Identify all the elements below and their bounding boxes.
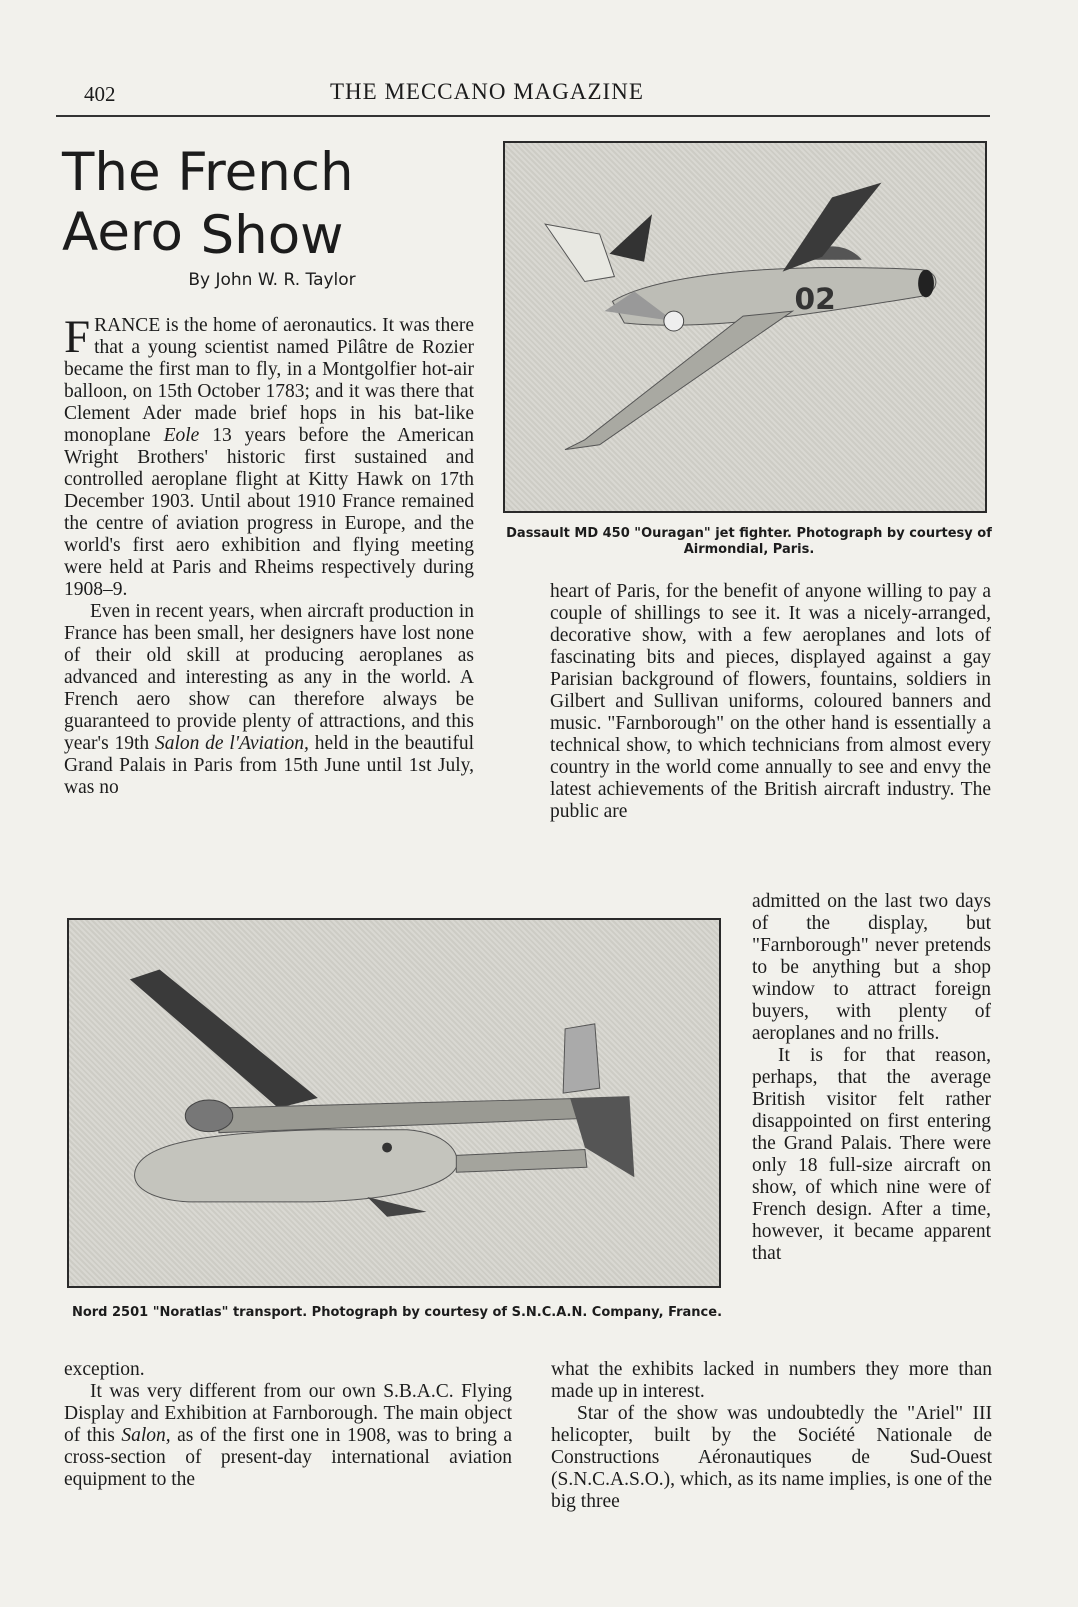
right-column-upper (550, 581, 991, 823)
side-column (752, 891, 991, 1265)
article-title-line-2: Show (200, 205, 344, 266)
header-rule (56, 115, 990, 117)
drop-cap: F (64, 311, 91, 363)
right-upper-paragraph: heart of Paris, for the benefit of anyone willing to pay a couple of shillings to see it. It was a nicely-arranged, decorative show, with a few aeroplanes and lots of fascinating bits and pieces, displayed against a gay Parisian background of flowers, fountains, soldiers in Gilbert and Sullivan uniforms, coloured banners and music. "Farnborough" on the other hand is essentially a technical show, to which technicians from almost every country in the world come annually to see and envy the latest achievements of the British aircraft industry. The public are (550, 581, 991, 822)
left-lower-paragraph-2: It was very different from our own S.B.A.C. Flying Display and Exhibition at Farnborough. The main object of this Salon, as of the first one in 1908, was to bring a cross-section of present-day international aviation equipment to the (64, 1381, 513, 1490)
byline: By John W. R. Taylor (188, 270, 356, 290)
right-lower-paragraph-2: Star of the show was undoubtedly the "Ariel" III helicopter, built by the Société Nationale de Constructions Aéronautiques de Sud-Ouest (S.N.C.A.S.O.), which, as its name implies, is one of the big three (551, 1403, 992, 1512)
side-paragraph-1: admitted on the last two days of the display, but "Farnborough" never pretends to be anything but a shop window to attract foreign buyers, with plenty of aeroplanes and no frills. (752, 891, 991, 1044)
right-lower-paragraph-1: what the exhibits lacked in numbers they more than made up in interest. (551, 1359, 992, 1402)
page-number: 402 (84, 82, 116, 106)
running-head: THE MECCANO MAGAZINE (330, 79, 644, 104)
photo-noratlas-transport (67, 918, 721, 1288)
figure-2-caption: Nord 2501 "Noratlas" transport. Photograph by courtesy of S.N.C.A.N. Company, France. (71, 1305, 723, 1320)
photo-ouragan-jet-fighter (503, 141, 987, 513)
right-column-lower (551, 1359, 992, 1513)
left-column-lower (64, 1359, 512, 1491)
transport-aircraft-illustration (69, 920, 719, 1286)
left-lower-paragraph-1: exception. (64, 1359, 145, 1380)
jet-fighter-illustration (505, 143, 985, 511)
article-title-line-1: The French Aero (62, 142, 354, 263)
intro-paragraph-1: FRANCE is the home of aeronautics. It was there that a young scientist named Pilâtre de Rozier became the first man to fly, in a Montgolfier hot-air balloon, on 15th October 1783; and it was there that Clement Ader made brief hops in his bat-like monoplane Eole 13 years before the American Wright Brothers' historic first sustained and controlled aeroplane flight at Kitty Hawk on 17th December 1903. Until about 1910 France remained the centre of aviation progress in Europe, and the world's first aero exhibition and flying meeting were held at Paris and Rheims respectively during 1908–9. (64, 311, 474, 600)
side-paragraph-2: It is for that reason, perhaps, that the average British visitor felt rather disappointed on first entering the Grand Palais. There were only 18 full-size aircraft on show, of which nine were of French design. After a time, however, it became apparent that (752, 1045, 991, 1264)
figure-1-caption: Dassault MD 450 "Ouragan" jet fighter. Photograph by courtesy of Airmondial, Paris. (506, 526, 992, 557)
aircraft-marking: 02 (794, 281, 836, 317)
intro-paragraph-2: Even in recent years, when aircraft production in France has been small, her designers have lost none of their old skill at producing aeroplanes as advanced and interesting as any in the world. A French aero show can therefore always be guaranteed to provide plenty of attractions, and this year's 19th Salon de l'Aviation, held in the beautiful Grand Palais in Paris from 15th June until 1st July, was no (64, 601, 475, 798)
intro-column (64, 311, 475, 799)
